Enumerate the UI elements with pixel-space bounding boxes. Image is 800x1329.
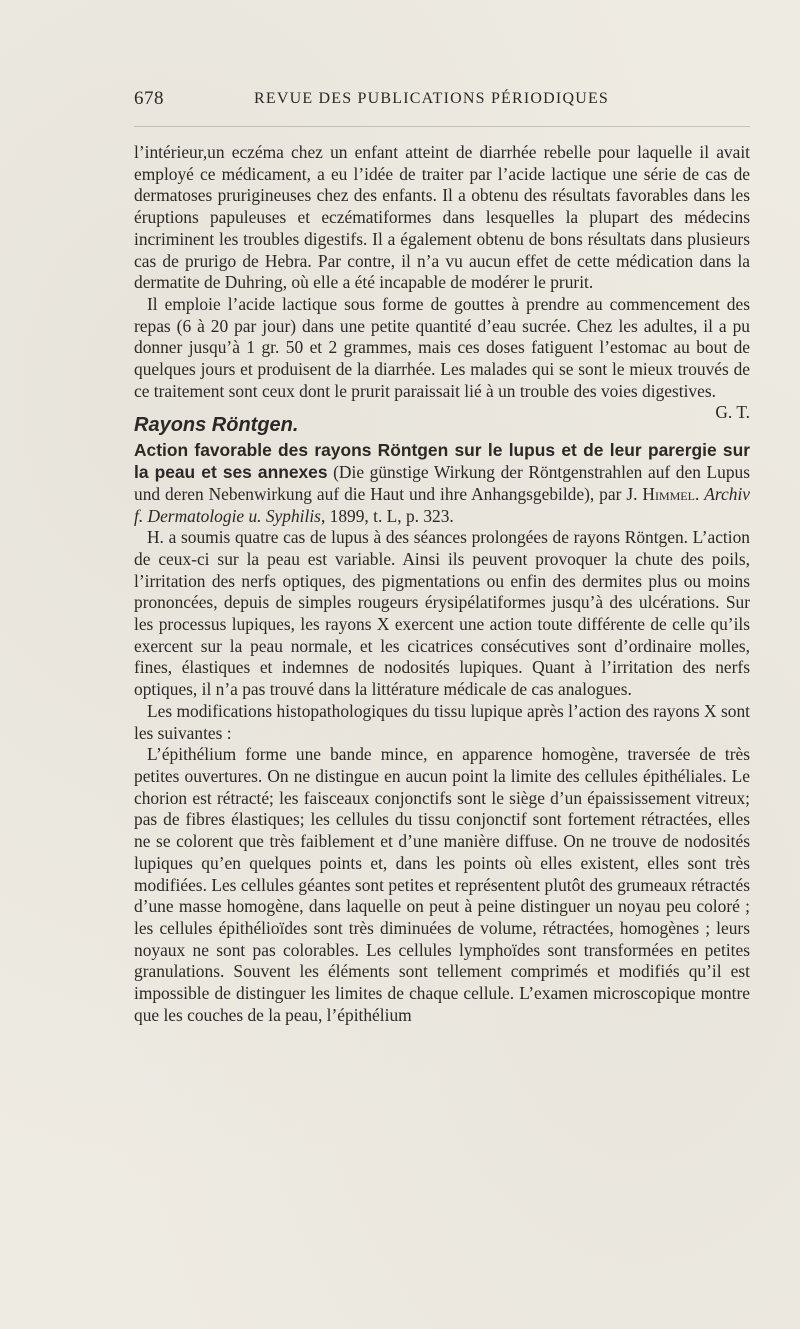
continuation-paragraph-1: l’intérieur,un eczéma chez un enfant atteint de diarrhée rebelle pour laquelle il avait employé ce médicament, a eu l’idée de traiter par l’acide lactique une série de cas de dermatoses prurigineuses chez des enfants. Il a obtenu des résultats favorables dans les éruptions papuleuses et eczématiformes dans lesquelles la plupart des médecins incriminent les troubles digestifs. Il a également obtenu de bons résultats dans plusieurs cas de prurigo de Hebra. Par contre, il n’a vu aucun effet de cette médication dans la dermatite de Duhring, où elle a été incapable de modérer le prurit. [134,142,750,293]
article-body [134,142,750,1026]
continuation-paragraph-2 [134,293,750,423]
article-paragraph-2: Les modifications histopathologiques du tissu lupique après l’action des rayons X sont les suivantes : [134,700,750,743]
section-heading: Rayons Röntgen. [134,414,299,437]
header-rule [134,126,750,127]
article-journal: Archiv f. Dermatologie u. Syphilis [134,483,750,526]
article-paragraph-1: H. a soumis quatre cas de lupus à des séances prolongées de rayons Röntgen. L’action de ceux-ci sur la peau est variable. Ainsi ils peuvent provoquer la chute des poils, l’irritation des nerfs optiques, des pigmentations ou enfin des dermites plus ou moins prononcées, depuis de simples rougeurs érysipélatiformes jusqu’à des ulcérations. Sur les processus lupiques, les rayons X exercent une action toute différente de celle qu’ils exercent sur la peau normale, et les cicatrices consécutives sont d’ordinaire molles, fines, élastiques et indemnes de nodosités lupiques. Quant à l’irritation des nerfs optiques, il n’a pas trouvé dans la littérature médicale de cas analogues. [134,527,750,700]
running-head [134,88,750,112]
continuation-paragraph-2-text: Il emploie l’acide lactique sous forme de gouttes à prendre au commencement des repas (6 à 20 par jour) dans une petite quantité d’eau sucrée. Chez les adultes, il a pu donner jusqu’à 1 gr. 50 et 2 grammes, mais ces doses fatiguent l’estomac au bout de quelques jours et produisent de la diarrhée. Les malades qui se sont le mieux trouvés de ce traitement sont ceux dont le prurit paraissait lié à un trouble des voies digestives. [134,293,750,401]
article-author: Himmel [642,483,695,504]
article-title: Action favorable des rayons Röntgen sur le lupus et de leur parergie sur la peau et ses annexes [134,440,750,483]
reviewer-signature: G. T. [715,402,750,423]
article-citation: , 1899, t. L, p. 323. [320,505,454,526]
page-number: 678 [134,88,164,109]
article-author-period: . [694,483,705,504]
article-paragraph-3: L’épithélium forme une bande mince, en apparence homogène, traversée de très petites ouvertures. On ne distingue en aucun point la limite des cellules épithéliales. Le chorion est rétracté; les faisceaux conjonctifs sont le siège d’un épaississement vitreux; pas de fibres élastiques; les cellules du tissu conjonctif sont fortement rétractées, elles ne se colorent que très faiblement et d’une manière diffuse. On ne trouve de nodosités lupiques qu’en quelques points et, dans les points où elles existent, elles sont très modifiées. Les cellules géantes sont petites et représentent plutôt des grumeaux rétractés d’une masse homogène, dans laquelle on peut à peine distinguer un noyau peu coloré ; les cellules épithélioïdes sont très diminuées de volume, rétractées, homogènes ; leurs noyaux ne sont pas colorables. Les cellules lymphoïdes sont transformées en petites granulations. Souvent les éléments sont tellement comprimés et modifiés qu’il est impossible de distinguer les limites de chaque cellule. L’examen microscopique montre que les couches de la peau, l’épithélium [134,744,750,1025]
journal-title: REVUE DES PUBLICATIONS PÉRIODIQUES [254,90,610,107]
article-reference [134,440,750,527]
article-original-title: (Die günstige Wirkung der Röntgenstrahlen auf den Lupus und deren Nebenwirkung auf die Haut und ihre Anhangsgebilde), par J. [134,462,750,504]
